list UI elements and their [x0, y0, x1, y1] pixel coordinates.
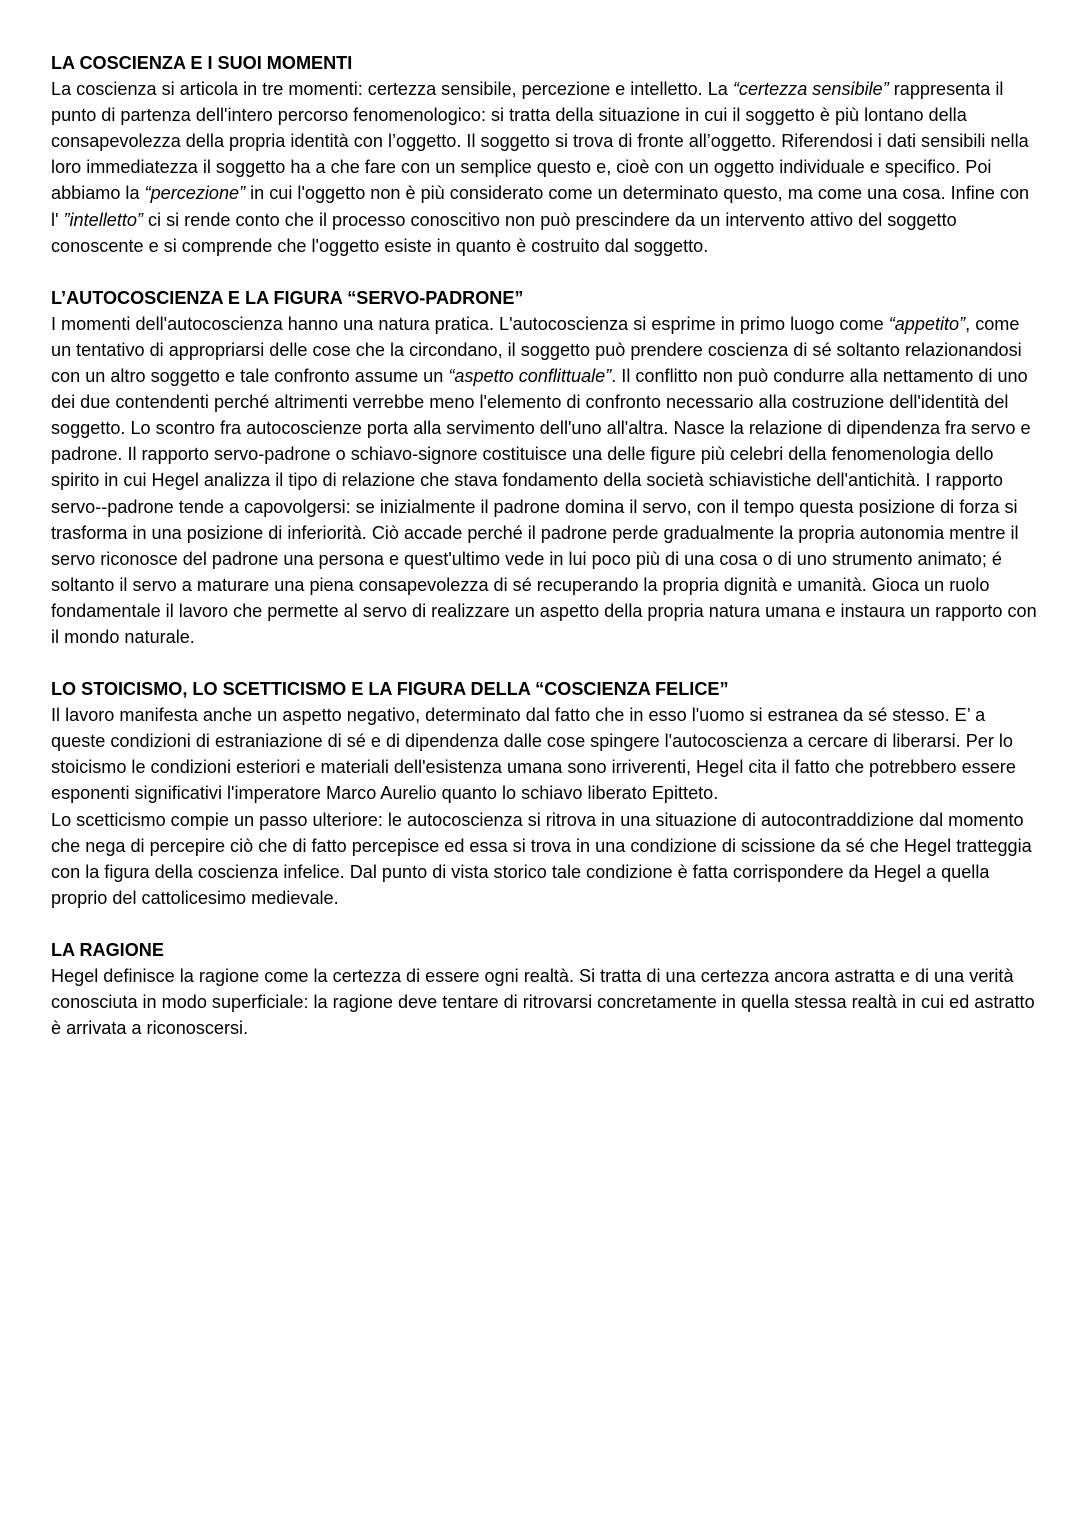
text-run: Il lavoro manifesta anche un aspetto negativo, determinato dal fatto che in esso l'uomo si estranea da sé stesso. E’ a queste condizioni di estraniazione di sé e di dipendenza dalle cose spingere l'autocoscienza a cercare di liberarsi. Per lo stoicismo le condizioni esteriori e materiali dell'esistenza umana sono irriverenti, Hegel cita il fatto che potrebbero essere esponenti significativi l'imperatore Marco Aurelio quanto lo schiavo liberato Epitteto.	[51, 705, 1016, 804]
text-run: La coscienza si articola in tre momenti: certezza sensibile, percezione e intelletto. La	[51, 79, 733, 100]
document-page	[51, 50, 1041, 1067]
section-paragraph	[51, 963, 1041, 1041]
section-paragraph	[51, 702, 1041, 806]
text-run: I momenti dell'autocoscienza hanno una natura pratica. L'autocoscienza si esprime in primo luogo come	[51, 313, 889, 334]
italic-term: “percezione”	[144, 183, 246, 204]
section-ragione	[51, 937, 1041, 1041]
text-run: ci si rende conto che il processo conoscitivo non può prescindere da un intervento attivo del soggetto conoscente e si comprende che l'oggetto esiste in quanto è costruito dal soggetto.	[51, 209, 957, 256]
section-paragraph	[51, 807, 1041, 911]
text-run: Lo scetticismo compie un passo ulteriore: le autocoscienza si ritrova in una situazione di autocontraddizione dal momento che nega di percepire ciò che di fatto percepisce ed essa si trova in una condizione di scissione da sé che Hegel tratteggia con la figura della coscienza infelice. Dal punto di vista storico tale condizione è fatta corrispondere da Hegel a quella proprio del cattolicesimo medievale.	[51, 809, 1032, 908]
section-stoicismo	[51, 676, 1041, 911]
text-run: rappresenta il punto di partenza dell'intero percorso fenomenologico: si tratta della situazione in cui il soggetto è più lontano della consapevolezza della propria identità con l’oggetto. Il soggetto si trova di fronte all’oggetto. Riferendosi i dati sensibili nella loro immediatezza il soggetto ha a che fare con un semplice questo e, cioè con un oggetto individuale e specifico. Poi abbiamo la	[51, 79, 1029, 204]
italic-term: ”intelletto”	[63, 209, 143, 230]
section-coscienza	[51, 50, 1041, 259]
section-heading: LA RAGIONE	[51, 939, 164, 960]
text-run: in cui l'oggetto non è più considerato come un determinato questo, ma come una cosa. Infine con l'	[51, 183, 1030, 230]
section-heading: LO STOICISMO, LO SCETTICISMO E LA FIGURA DELLA “COSCIENZA FELICE”	[51, 679, 729, 700]
text-run: Hegel definisce la ragione come la certezza di essere ogni realtà. Si tratta di una certezza ancora astratta e di una verità conosciuta in modo superficiale: la ragione deve tentare di ritrovarsi concretamente in quella stessa realtà in cui ed astratto è arrivata a riconoscersi.	[51, 966, 1035, 1039]
italic-term: “aspetto conflittuale”	[448, 366, 612, 387]
section-paragraph	[51, 311, 1041, 650]
section-paragraph	[51, 76, 1041, 259]
text-run: . Il conflitto non può condurre alla nettamento di uno dei due contendenti perché altrimenti verrebbe meno l'elemento di confronto necessario alla costruzione dell'identità del soggetto. Lo scontro fra autocoscienze porta alla servimento dell'uno all'altra. Nasce la relazione di dipendenza fra servo e padrone. Il rapporto servo-padrone o schiavo-signore costituisce una delle figure più celebri della fenomenologia dello spirito in cui Hegel analizza il tipo di relazione che stava fondamento della società schiavistiche dell'antichità. I rapporto servo--padrone tende a capovolgersi: se inizialmente il padrone domina il servo, con il tempo questa posizione di forza si trasforma in una posizione di inferiorità. Ciò accade perché il padrone perde gradualmente la propria autonomia mentre il servo riconosce del padrone una persona e quest'ultimo vede in lui poco più di una cosa o di uno strumento animato; é soltanto il servo a maturare una piena consapevolezza di sé recuperando la propria dignità e umanità. Gioca un ruolo fondamentale il lavoro che permette al servo di realizzare un aspetto della propria natura umana e instaura un rapporto con il mondo naturale.	[51, 366, 1037, 647]
text-run: , come un tentativo di appropriarsi delle cose che la circondano, il soggetto può prendere coscienza di sé soltanto relazionandosi con un altro soggetto e tale confronto assume un	[51, 313, 1022, 387]
section-autocoscienza	[51, 285, 1041, 650]
italic-term: “appetito”	[888, 313, 966, 334]
italic-term: “certezza sensibile”	[732, 79, 889, 100]
section-heading: L’AUTOCOSCIENZA E LA FIGURA “SERVO-PADRONE”	[51, 287, 524, 308]
section-heading: LA COSCIENZA E I SUOI MOMENTI	[51, 53, 353, 73]
